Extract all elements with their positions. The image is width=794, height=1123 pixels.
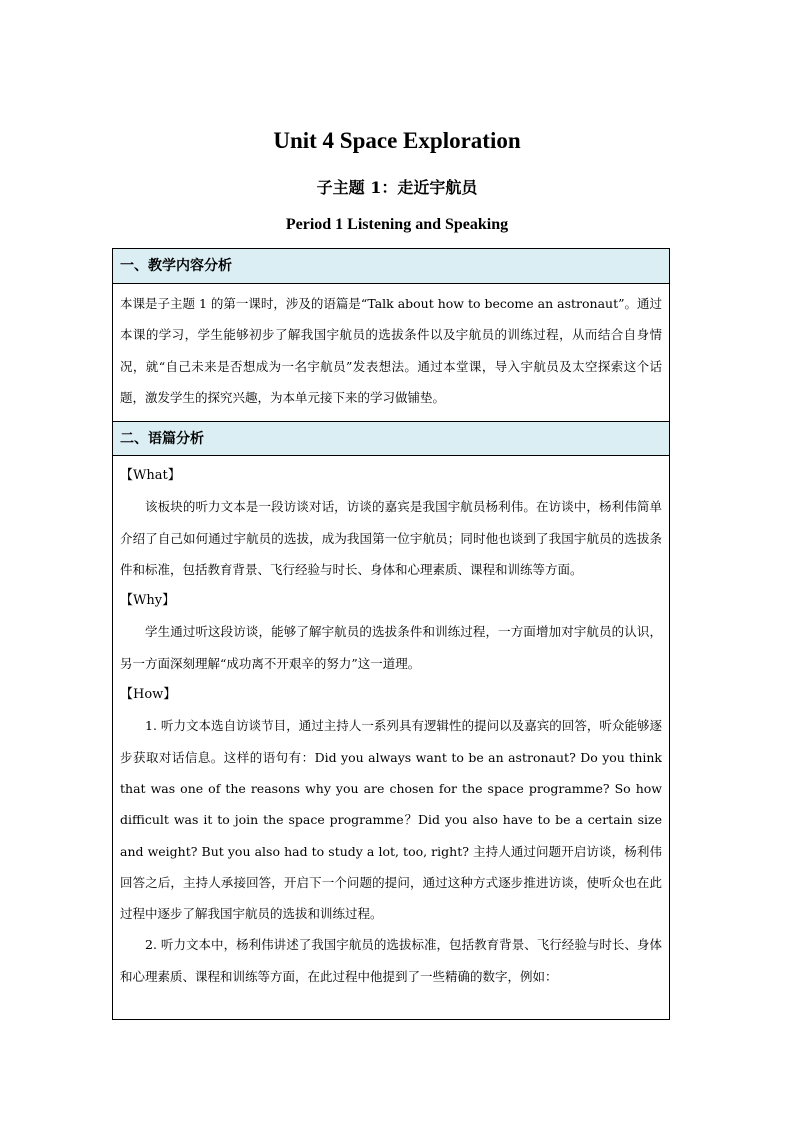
- how-point-2: 2. 听力文本中，杨利伟讲述了我国宇航员的选拔标准，包括教育背景、飞行经验与时长、身体和心理素质、课程和训练等方面，在此过程中他提到了一些精确的数字，例如：: [120, 937, 662, 984]
- section-header-content-analysis: 一、教学内容分析: [113, 249, 669, 284]
- why-label: 【Why】: [120, 593, 176, 609]
- content-analysis-cell: [113, 284, 669, 421]
- how-point-1: 1. 听力文本选自访谈节目，通过主持人一系列具有逻辑性的提问以及嘉宾的回答，听众能够逐步获取对话信息。这样的语句有：Did you always want to be an astronaut? Do you think that was one of the reasons why you are chosen for the space programme? So how difficult was it to join the space programme？Did you also have to be a certain size and weight? But you also had to study a lot, too, right? 主持人通过问题开启访谈，杨利伟回答之后，主持人承接回答，开启下一个问题的提问，通过这种方式逐步推进访谈，使听众也在此过程中逐步了解我国宇航员的选拔和训练过程。: [120, 718, 662, 922]
- how-label: 【How】: [120, 687, 177, 703]
- section-header-discourse-analysis: 二、语篇分析: [113, 421, 669, 456]
- discourse-analysis-cell: [113, 456, 669, 992]
- document-subtitle: 子主题 1：走近宇航员: [316, 178, 478, 197]
- period-title: Period 1 Listening and Speaking: [285, 216, 509, 233]
- document-title: Unit 4 Space Exploration: [273, 128, 521, 153]
- lesson-table: [112, 248, 670, 1020]
- what-label: 【What】: [120, 468, 181, 483]
- why-text: 学生通过听这段访谈，能够了解宇航员的选拔条件和训练过程，一方面增加对宇航员的认识，另一方面深刻理解“成功离不开艰辛的努力”这一道理。: [120, 624, 662, 671]
- what-text: 该板块的听力文本是一段访谈对话，访谈的嘉宾是我国宇航员杨利伟。在访谈中，杨利伟简单介绍了自己如何通过宇航员的选拔，成为我国第一位宇航员；同时他也谈到了我国宇航员的选拔条件和标准，包括教育背景、飞行经验与时长、身体和心理素质、课程和训练等方面。: [120, 499, 662, 577]
- content-analysis-text: 本课是子主题 1 的第一课时，涉及的语篇是“Talk about how to become an astronaut”。通过本课的学习，学生能够初步了解我国宇航员的选拔条件以及宇航员的训练过程，从而结合自身情况，就“自己未来是否想成为一名宇航员”发表想法。通过本堂课，导入宇航员及太空探索这个话题，激发学生的探究兴趣，为本单元接下来的学习做铺垫。: [120, 296, 662, 405]
